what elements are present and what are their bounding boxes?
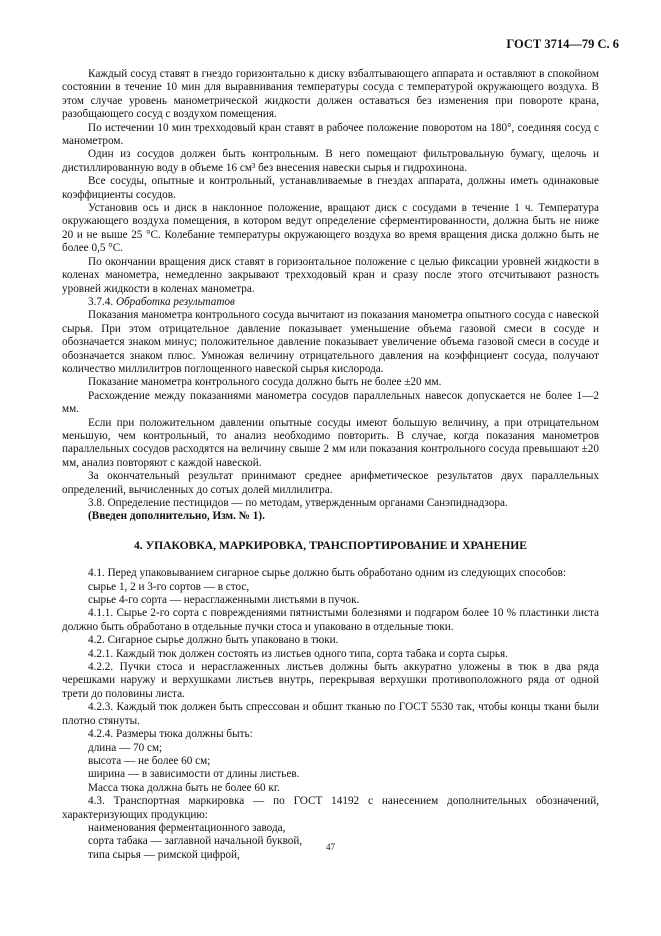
paragraph: Каждый сосуд ставят в гнездо горизонтально к диску взбалтывающего аппарата и оставляют в спокойном состоянии в течение 10 мин для выравнивания температуры сосуда с температурой окружающего воздуха. В этом случае уровень манометрической жидкости должен оставаться без изменения при повороте крана, разобщающего сосуд с воздухом помещения. — [62, 68, 599, 121]
paragraph: 4.1.1. Сырье 2-го сорта с повреждениями пятнистыми болезнями и подгаром более 10 % пластинки листа должно быть обработано в отдельные пучки стоса и упаковано в отдельные тюки. — [62, 607, 599, 633]
list-item: сорта табака — заглавной начальной буквой, — [88, 835, 303, 848]
paragraph: 4.2.2. Пучки стоса и нерасглаженных листьев должны быть аккуратно уложены в тюк в два ряда черешками наружу и верхушками листьев внутрь, перекрывая верхушки противоположного ряда от одной трети до половины листа. — [62, 661, 599, 700]
subsection-title: Обработка результатов — [115, 295, 235, 308]
paragraph: Расхождение между показаниями манометра сосудов параллельных навесок допускается не более 1—2 мм. — [62, 389, 599, 416]
paragraph: Если при положительном давлении опытные сосуды имеют большую величину, а при отрицательном меньшую, чем контрольный, то анализ необходимо повторить. В случае, когда показания манометров параллельных сосудов расходятся на величину свыше 2 мм или показания контрольного сосуда превышают ±20 мм, анализ повторяют с каждой навеской. — [62, 416, 599, 469]
paragraph: 4.3. Транспортная маркировка — по ГОСТ 14192 с нанесением дополнительных обозначений, характеризующих продукцию: — [62, 795, 599, 821]
list-item: длина — 70 см; — [88, 741, 163, 754]
paragraph: Показание манометра контрольного сосуда должно быть не более ±20 мм. — [88, 376, 442, 389]
paragraph: За окончательный результат принимают среднее арифметическое результатов двух параллельных определений, вычисленных до сотых долей миллилитра. — [62, 470, 599, 496]
paragraph: 4.2.4. Размеры тюка должны быть: — [88, 728, 253, 741]
page-number: 47 — [326, 842, 335, 852]
paragraph: 3.8. Определение пестицидов — по методам, утвержденным органами Санэпиднадзора. — [88, 497, 508, 509]
list-item: типа сырья — римской цифрой, — [88, 848, 240, 861]
paragraph: 4.2.3. Каждый тюк должен быть спрессован и обшит тканью по ГОСТ 5530 так, чтобы концы ткани были плотно стянуты. — [62, 701, 599, 727]
amendment-note: (Введен дополнительно, Изм. № 1). — [88, 510, 265, 523]
document-body — [62, 68, 599, 862]
paragraph: По истечении 10 мин трехходовый кран ставят в рабочее положение поворотом на 180°, соединяя сосуд с манометром. — [62, 121, 599, 148]
subsection-number: 3.7.4. — [88, 295, 114, 308]
subsection-heading — [62, 296, 599, 309]
list-item: сырье 4-го сорта — нерасглаженными листьями в пучок. — [88, 594, 360, 607]
section-title: 4. УПАКОВКА, МАРКИРОВКА, ТРАНСПОРТИРОВАНИЕ И ХРАНЕНИЕ — [133, 538, 528, 552]
paragraph: Все сосуды, опытные и контрольный, устанавливаемые в гнездах аппарата, должны иметь одинаковые коэффициенты сосудов. — [62, 175, 599, 201]
paragraph: Один из сосудов должен быть контрольным. В него помещают фильтровальную бумагу, щелочь и дистиллированную воду в объеме 16 см³ без внесения навески сырья и гидрохинона. — [62, 148, 599, 174]
page-header: ГОСТ 3714—79 С. 6 — [506, 37, 619, 51]
paragraph: 4.2. Сигарное сырье должно быть упаковано в тюки. — [88, 634, 339, 647]
list-item: наименования ферментационного завода, — [88, 821, 286, 834]
paragraph: 4.2.1. Каждый тюк должен состоять из листьев одного типа, сорта табака и сорта сырья. — [88, 647, 508, 660]
list-item: сырье 1, 2 и 3-го сортов — в стос, — [88, 580, 250, 593]
paragraph: Установив ось и диск в наклонное положение, вращают диск с сосудами в течение 1 ч. Температура окружающего воздуха помещения, в котором ведут определение сферментированности, должна быть не ниже 20 и не выше 25 °С. Колебание температуры окружающего воздуха во время вращения диска должно быть не более 0,5 °С. — [62, 202, 599, 255]
paragraph: Масса тюка должна быть не более 60 кг. — [88, 781, 280, 794]
paragraph: 4.1. Перед упаковыванием сигарное сырье должно быть обработано одним из следующих способов: — [88, 567, 567, 580]
list-item: ширина — в зависимости от длины листьев. — [88, 768, 300, 781]
paragraph: Показания манометра контрольного сосуда вычитают из показания манометра опытного сосуда с навеской сырья. При этом отрицательное давление показывает уменьшение объема газовой смеси в сосуде и обозначается знаком минус; положительное давление показывает увеличение объема газовой смеси в сосуде и обозначается знаком плюс. Умножая величину отрицательного давления на коэффициент сосуда, получают количество миллилитров поглощенного навеской сырья кислорода. — [62, 309, 599, 375]
list-item: высота — не более 60 см; — [88, 754, 211, 767]
paragraph: По окончании вращения диск ставят в горизонтальное положение с целью фиксации уровней жидкости в коленах манометра, немедленно закрывают трехходовый кран и сразу после этого отсчитывают разность уровней жидкости в коленах манометра. — [62, 255, 599, 295]
